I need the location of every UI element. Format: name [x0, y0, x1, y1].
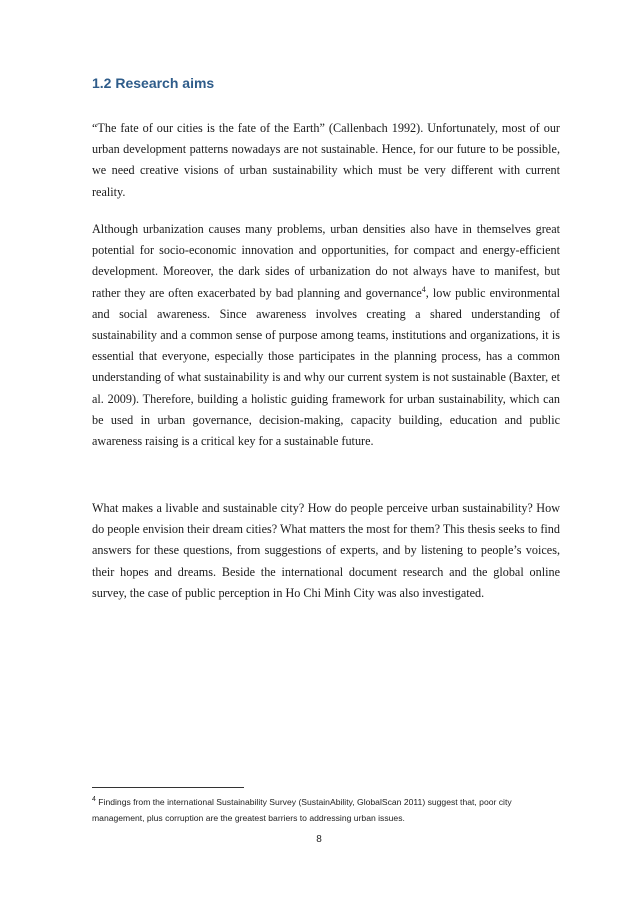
paragraph-questions: What makes a livable and sustainable city? How do people perceive urban sustainability? How do people envision their dream cities? What matters the most for them? This thesis seeks to find answers for these questions, from suggestions of experts, and by listening to people’s voices, their hopes and dreams. Beside the international document research and the global online survey, the case of public perception in Ho Chi Minh City was also investigated.	[92, 501, 560, 600]
paragraph-urbanization	[92, 219, 560, 452]
paragraph-intro: “The fate of our cities is the fate of the Earth” (Callenbach 1992). Unfortunately, most of our urban development patterns nowadays are not sustainable. Hence, for our future to be possible, we need creative visions of urban sustainability which must be very different with current reality.	[92, 121, 560, 199]
paragraph-urbanization-part-a: Although urbanization causes many problems, urban densities also have in themselves great potential for socio-economic innovation and opportunities, for compact and energy-efficient development. Moreover, the dark sides of urbanization do not always have to manifest, but rather they are often exacerbated by bad planning and governance	[92, 222, 560, 300]
footnote-separator	[92, 787, 244, 788]
footnote-marker: 4	[92, 796, 96, 804]
page-number: 8	[316, 834, 322, 845]
section-heading: 1.2 Research aims	[92, 75, 215, 91]
footnote-text: Findings from the international Sustainability Survey (SustainAbility, GlobalScan 2011) suggest that, poor city management, plus corruption are the greatest barriers to addressing urban issues.	[92, 797, 512, 823]
footnote	[92, 794, 566, 826]
footnote-reference[interactable]: 4	[421, 284, 426, 294]
paragraph-urbanization-part-b: , low public environmental and social awareness. Since awareness involves creating a shared understanding of sustainability and a common sense of purpose among teams, institutions and organizations, it is essential that everyone, especially those participates in the planning process, has a common understanding of what sustainability is and why our current system is not sustainable (Baxter, et al. 2009). Therefore, building a holistic guiding framework for urban sustainability, which can be used in urban governance, decision-making, capacity building, education and public awareness raising is a critical key for a sustainable future.	[92, 285, 560, 449]
